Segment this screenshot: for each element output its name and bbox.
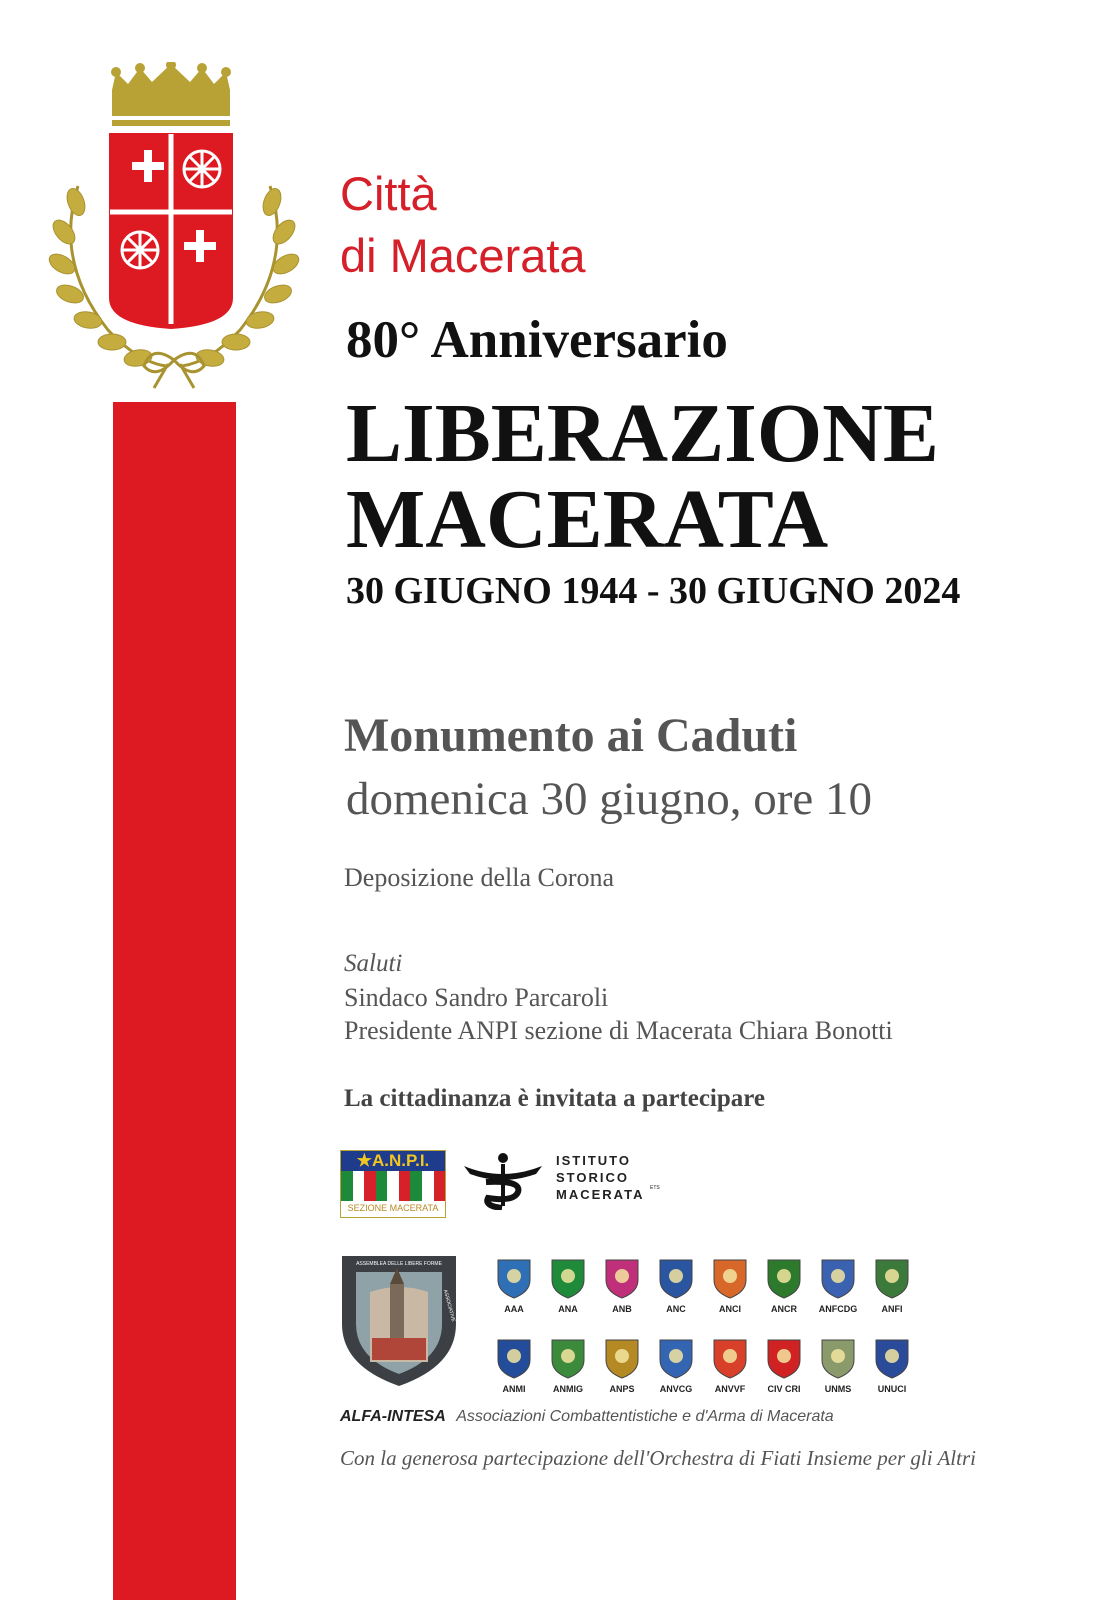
association-label: ANC — [666, 1304, 686, 1314]
association-logo-anps-icon — [600, 1336, 644, 1380]
association-logo-anc-icon — [654, 1256, 698, 1300]
association-logo-anmig-icon — [546, 1336, 590, 1380]
association-label: ANCI — [719, 1304, 741, 1314]
dates-heading: 30 GIUGNO 1944 - 30 GIUGNO 2024 — [346, 570, 961, 612]
association-logo-unuci-icon — [870, 1336, 914, 1380]
association-logo-civ-cri-icon — [762, 1336, 806, 1380]
association-label: ANMI — [502, 1384, 526, 1394]
association-label: AAA — [504, 1304, 524, 1314]
association-logo-anvvf-icon — [708, 1336, 752, 1380]
event-place: Monumento ai Caduti — [344, 709, 798, 762]
association-logo-ana-icon — [546, 1256, 590, 1300]
invitation-text: La cittadinanza è invitata a partecipare — [344, 1085, 766, 1112]
greeting-mayor: Sindaco Sandro Parcaroli — [344, 983, 609, 1012]
title-line2: MACERATA — [346, 473, 829, 566]
association-label: ANVVF — [714, 1384, 746, 1394]
ceremony-text: Deposizione della Corona — [344, 863, 615, 892]
city-name-line1: Città — [340, 167, 437, 220]
anpi-logo-title: A.N.P.I. — [371, 1151, 430, 1170]
title-line1: LIBERAZIONE — [346, 387, 939, 480]
red-vertical-band — [113, 402, 236, 1600]
anpi-logo-section: SEZIONE MACERATA — [347, 1203, 439, 1213]
association-logo-anvcg-icon — [654, 1336, 698, 1380]
association-label: ANMIG — [553, 1384, 583, 1394]
association-label: ANFCDG — [818, 1304, 858, 1314]
alfa-badge-ring-side: ASSOCIATIVE — [441, 1289, 457, 1323]
star-icon: ★ — [356, 1151, 372, 1170]
association-logo-anfi-icon — [870, 1256, 914, 1300]
association-label: ANCR — [771, 1304, 797, 1314]
istituto-line3: MACERATA — [556, 1187, 645, 1202]
city-name-line2: di Macerata — [340, 229, 586, 282]
alfa-intesa-name: ALFA-INTESA — [340, 1408, 446, 1425]
anpi-flag-stripes — [341, 1171, 445, 1201]
istituto-line2: STORICO — [556, 1170, 629, 1185]
crown-icon — [111, 62, 231, 126]
association-label: UNMS — [824, 1384, 852, 1394]
association-label: ANVCG — [659, 1384, 693, 1394]
association-label: CIV CRI — [767, 1384, 801, 1394]
association-logo-anmi-icon — [492, 1336, 536, 1380]
alfa-intesa-description: Associazioni Combattentistiche e d'Arma di Macerata — [456, 1408, 834, 1425]
anniversary-heading: 80° Anniversario — [346, 311, 728, 369]
association-label: ANPS — [609, 1384, 635, 1394]
footer-orchestra-credit: Con la generosa partecipazione dell'Orchestra di Fiati Insieme per gli Altri — [340, 1446, 976, 1470]
association-label: ANA — [558, 1304, 578, 1314]
association-logo-anci-icon — [708, 1256, 752, 1300]
association-logo-ancr-icon — [762, 1256, 806, 1300]
shield-icon — [110, 134, 232, 328]
association-logo-anb-icon — [600, 1256, 644, 1300]
alfa-badge-ring-top: ASSEMBLEA DELLE LIBERE FORME — [356, 1261, 442, 1267]
association-label: ANFI — [881, 1304, 903, 1314]
istituto-line1: ISTITUTO — [556, 1153, 631, 1168]
alfa-intesa-badge — [340, 1254, 458, 1388]
istituto-ets-suffix: ETS — [650, 1185, 660, 1191]
alfa-intesa-line — [340, 1408, 834, 1426]
event-date-time: domenica 30 giugno, ore 10 — [346, 773, 873, 825]
city-coat-of-arms — [48, 62, 300, 390]
greeting-anpi: Presidente ANPI sezione di Macerata Chiara Bonotti — [344, 1016, 893, 1045]
greetings-label: Saluti — [344, 950, 403, 977]
association-logo-anfcdg-icon — [816, 1256, 860, 1300]
association-logo-aaa-icon — [492, 1256, 536, 1300]
association-logo-unms-icon — [816, 1336, 860, 1380]
istituto-storico-text — [556, 1152, 644, 1203]
istituto-storico-emblem-icon — [462, 1152, 544, 1210]
association-label: UNUCI — [877, 1384, 907, 1394]
anpi-logo — [340, 1150, 446, 1218]
association-label: ANB — [612, 1304, 632, 1314]
